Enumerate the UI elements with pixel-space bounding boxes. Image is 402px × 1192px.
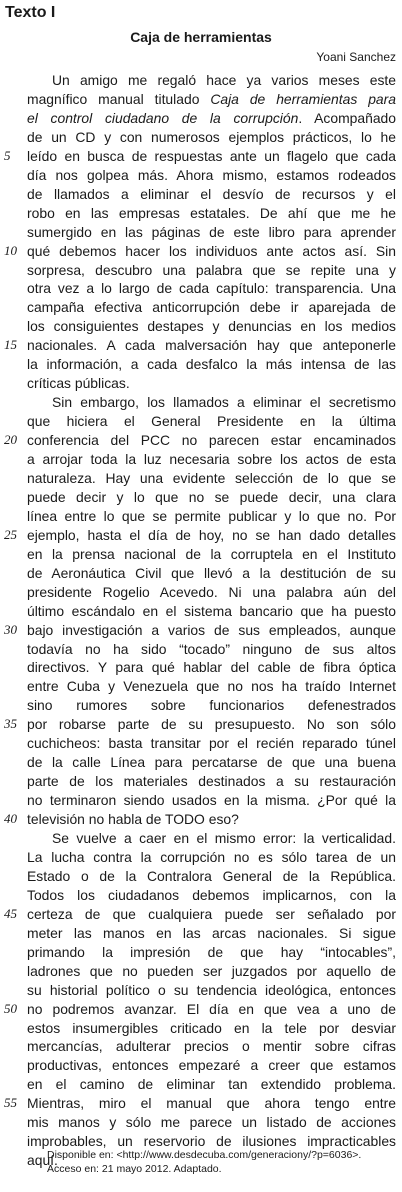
text-line: bajo investigación a varios de sus empleados, aunque [27, 621, 396, 638]
line-number: 25 [4, 526, 17, 542]
text-line: naturaleza. Hay una evidente selección de lo que se [27, 469, 396, 486]
text-line: conferencia del PCC no parecen estar encaminados [27, 432, 396, 449]
text-line: otra vez a lo largo de cada capítulo: transparencia. Una [27, 280, 396, 297]
text-line: estos insumergibles criticado en la tele por desviar [27, 1019, 396, 1036]
text-line: de llamados a eliminar el desvío de recursos y el [27, 185, 396, 202]
text-line: que hiciera el General Presidente en la última [27, 413, 396, 430]
text-line: Todos los ciudadanos debemos implicarnos, con la [27, 886, 396, 903]
text-line: Mientras, miro el manual que ahora tengo entre [27, 1095, 396, 1112]
text-line: parte de los materiales destinados a su restauración [27, 773, 396, 790]
text-line: su historial político o su tendencia ideológica, entonces [27, 981, 396, 998]
text-line: línea entre lo que se permite publicar y lo que no. Por [27, 507, 396, 524]
text-line: meter las manos en las arcas nacionales. Si sigue [27, 924, 396, 941]
line-number: 15 [4, 337, 17, 353]
text-line: críticas públicas. [27, 375, 130, 392]
text-line: los consiguientes destapes y denuncias en los medios [27, 318, 396, 335]
text-line: televisión no habla de TODO eso? [27, 811, 239, 828]
text-line: aquí. [27, 1152, 58, 1169]
text-line: en el camino de eliminar tan extendido problema. [27, 1076, 396, 1093]
text-line: entre Cuba y Venezuela que no nos ha traído Internet [27, 678, 396, 695]
line-number: 50 [4, 1000, 17, 1016]
text-line: La lucha contra la corrupción no es sólo tarea de un [27, 848, 396, 865]
text-line: improbables, un reservorio de ilusiones impracticables [27, 1133, 396, 1150]
section-heading: Texto I [5, 4, 56, 21]
text-line: leído en busca de respuestas ante un flagelo que cada [27, 147, 396, 164]
text-line: sorpresa, descubro una palabra que se repite una y [27, 261, 396, 278]
line-number: 35 [4, 716, 17, 732]
access-date: Acceso en: 21 mayo 2012. Adaptado. [47, 1163, 222, 1175]
text-line: el control ciudadano de la corrupción. Acompañado [27, 109, 396, 126]
text-line: mis manos y sólo me parece un listado de acciones [27, 1114, 396, 1131]
text-line: directivos. Y para qué hablar del cable de fibra óptica [27, 659, 396, 676]
article-title: Caja de herramientas [130, 29, 272, 45]
article-author: Yoani Sanchez [316, 50, 396, 64]
line-number: 40 [4, 811, 17, 827]
text-line: mercancías, adulterar precios o mentir sobre cifras [27, 1038, 396, 1055]
text-line: de Aeronáutica Civil que llevó a la destitución de su [27, 564, 396, 581]
text-line: certeza de que cualquiera puede ser señalado por [27, 905, 396, 922]
text-line: último escándalo en el sistema bancario que ha puesto [27, 602, 396, 619]
text-line: primando la impresión de que hay “intocables”, [27, 943, 396, 960]
text-line: sino rumores sobre funcionarios defenestrados [27, 697, 396, 714]
text-line: puede decir y lo que no se puede decir, una clara [27, 488, 396, 505]
line-number: 55 [4, 1095, 17, 1111]
text-line: Sin embargo, los llamados a eliminar el secretismo [52, 394, 396, 411]
text-line: ladrones que no pueden ser juzgados por aquello de [27, 962, 396, 979]
text-line: en la prensa nacional de la corruptela en el Instituto [27, 545, 396, 562]
text-line: día nos golpea más. Ahora mismo, estamos rodeados [27, 166, 396, 183]
text-line: productivas, entonces empezaré a creer que estamos [27, 1057, 396, 1074]
source-citation: Disponible en: <http://www.desdecuba.com/generaciony/?p=6036>. [47, 1149, 362, 1161]
text-line: qué debemos hacer los individuos ante actos así. Sin [27, 242, 396, 259]
text-line: la información, a cada desfalco la más intensa de las [27, 356, 396, 373]
text-line: Estado o de la Contralora General de la República. [27, 867, 396, 884]
line-number: 10 [4, 242, 17, 258]
text-line: de la calle Línea para percatarse de que una buena [27, 754, 396, 771]
line-number: 45 [4, 905, 17, 921]
line-number: 20 [4, 432, 17, 448]
text-line: robo en las empresas estatales. De ahí que me he [27, 204, 396, 221]
text-line: nacionales. A cada malversación hay que anteponerle [27, 337, 396, 354]
line-number: 30 [4, 621, 17, 637]
text-line: por robarse parte de su presupuesto. No son sólo [27, 716, 396, 733]
text-line: magnífico manual titulado Caja de herramientas para [27, 90, 396, 107]
text-line: Se vuelve a caer en el mismo error: la verticalidad. [52, 830, 396, 846]
text-line: Un amigo me regaló hace ya varios meses este [52, 72, 396, 88]
text-line: no terminaron siendo usados en la misma. ¿Por qué la [27, 792, 396, 809]
line-number: 5 [4, 147, 11, 163]
text-line: no podremos avanzar. El día en que vea a uno de [27, 1000, 396, 1017]
text-line: de un CD y con numerosos ejemplos prácticos, lo he [27, 128, 396, 145]
text-line: presidente Rogelio Acevedo. Ni una palabra aún del [27, 583, 396, 600]
text-line: sumergido en las páginas de este libro para aprender [27, 223, 396, 240]
text-line: campaña efectiva anticorrupción debe ir aparejada de [27, 299, 396, 316]
text-line: a arrojar toda la luz necesaria sobre los actos de esta [27, 451, 396, 467]
text-line: todavía no ha sido “tocado” ninguno de sus altos [27, 640, 396, 657]
text-line: cuchicheos: basta transitar por el recién reparado túnel [27, 735, 396, 752]
text-line: ejemplo, hasta el día de hoy, no se han dado detalles [27, 526, 396, 543]
